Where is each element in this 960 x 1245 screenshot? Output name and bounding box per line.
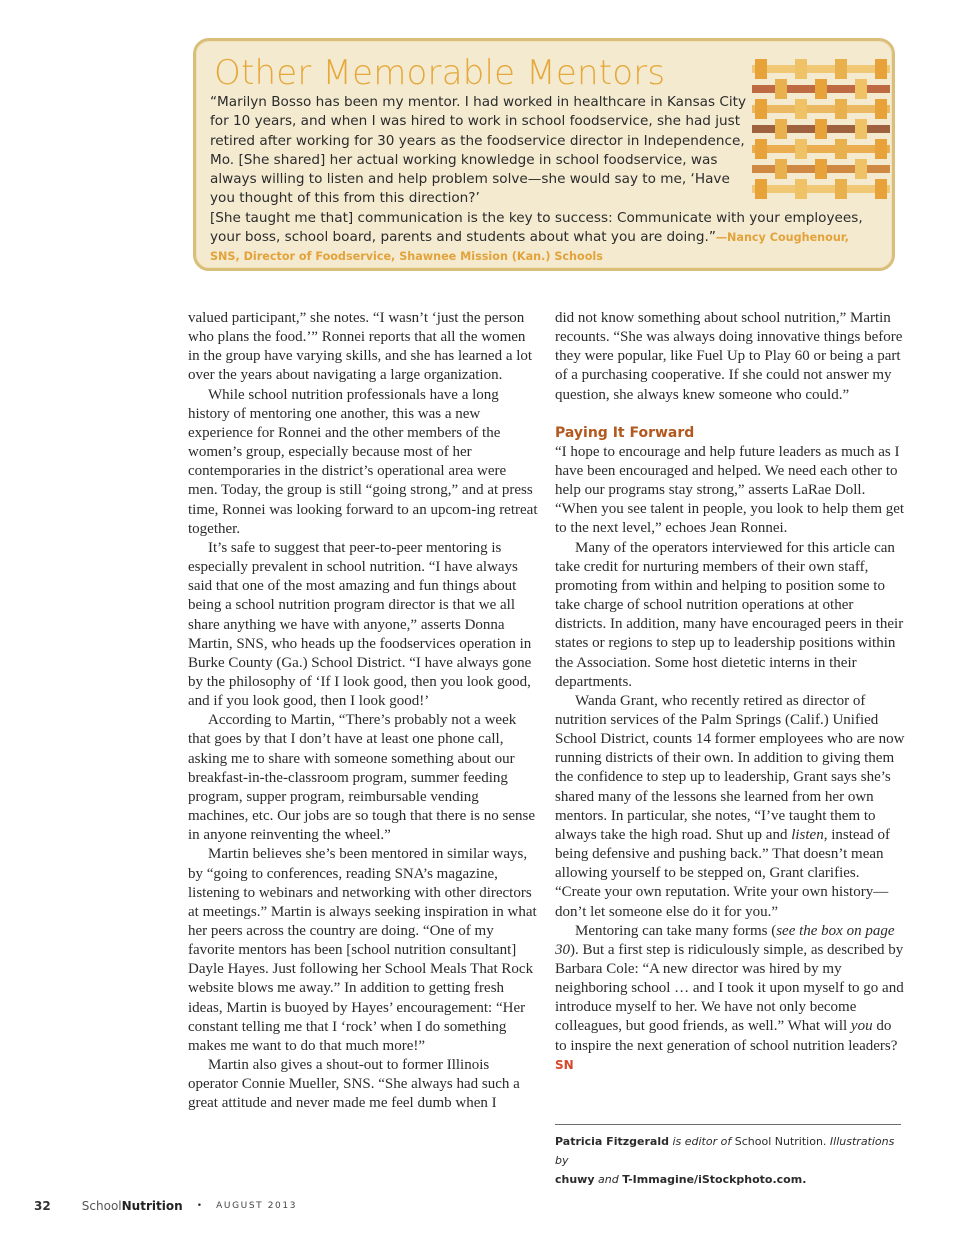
sidebar-quote xyxy=(210,93,870,267)
publication-name: School Nutrition. xyxy=(734,1135,827,1148)
text-run: Wanda Grant, who recently retired as director of nutrition services of the Palm Springs (Calif.) Unified School District, counts 14 former employees who are now running districts of their own. In addition to giving them the confidence to step up to leadership, Grant says she’s shared many of the lessons she learned from her own mentors. In particular, she notes, “I’ve taught them to always take the high road. Shut up and xyxy=(555,692,905,843)
weave-strand xyxy=(875,59,887,79)
magazine-brand xyxy=(82,1198,183,1213)
text-run: do to inspire the next generation of school nutrition leaders? xyxy=(555,1018,898,1054)
page-footer xyxy=(34,1195,297,1211)
weave-strand xyxy=(875,179,887,199)
illustrator-name: T-Immagine/iStockphoto.com. xyxy=(622,1173,807,1186)
article-credits xyxy=(555,1132,905,1189)
paragraph xyxy=(555,692,905,922)
author-name: Patricia Fitzgerald xyxy=(555,1135,669,1148)
weave-strand xyxy=(875,139,887,159)
text-run: ). But a first step is ridiculously simple, as described by Barbara Cole: “A new director was hired by my neighboring school … and I took it upon myself to go and introduce myself to her. We have not only become colleagues, but good friends, as well.” What will xyxy=(555,941,904,1035)
credit-text: Illustrations by xyxy=(555,1135,895,1167)
paragraph: “I hope to encourage and help future leaders as much as I have been encouraged and helped. We need each other to help our programs stay strong,” asserts LaRae Doll. “When you see talent in people, you look to help them get to the next level,” echoes Jean Ronnei. xyxy=(555,443,905,537)
section-subhead: Paying It Forward xyxy=(555,424,695,441)
end-mark: SN xyxy=(555,1057,574,1072)
paragraph: Martin believes she’s been mentored in similar ways, by “going to conferences, reading SNA’s magazine, listening to webinars and networking with other directors at meetings.” Martin is always seeking inspiration in what her peers across the country are doing. “One of my favorite mentors has been [school nutrition consultant] Dayle Hayes. Just following her School Meals That Rock website blows me away.” In addition to getting fresh ideas, Martin is buoyed by Hayes’ encouragement: “Her constant telling me that I ‘rock’ when I do something makes me want to do that much more!” xyxy=(188,846,537,1054)
paragraph xyxy=(555,922,905,1075)
paragraph: According to Martin, “There’s probably not a week that goes by that I don’t have at least one phone call, asking me to share with someone something about our breakfast-in-the-classroom program, summer feeding program, supper program, reimbursable vending machines, etc. Our jobs are so tough that there is no sense in anyone reinventing the wheel.” xyxy=(188,712,535,844)
paragraph: valued participant,” she notes. “I wasn’t ‘just the person who plans the food.’” Ronnei reports that all the women in the group have varying skills, and she has learned a lot over the years about navigating a large organization. xyxy=(188,310,533,384)
right-column xyxy=(555,309,905,1075)
sidebar-box xyxy=(193,38,895,271)
paragraph: Many of the operators interviewed for this article can take credit for nurturing members of their own staff, promoting from within and helping to position some to take charge of school nutrition operations at other districts. In addition, many have encouraged peers in their states or regions to step up to leadership positions within the Association. Some host dietetic interns in their departments. xyxy=(555,539,904,690)
weave-band xyxy=(752,65,890,73)
emphasis: listen xyxy=(791,826,824,843)
text-run: , instead of being defensive and pushing back.” That doesn’t mean allowing yourself to be stepped on, Grant clarifies. “Create your own reputation. Write your own history—don’t let someone else do it for you.” xyxy=(555,826,890,920)
sidebar-quote-part2: [She taught me that] communication is the key to success: Communicate with your employees, your boss, school board, parents and students about what you are doing.” xyxy=(210,209,863,246)
paragraph: Martin also gives a shout-out to former Illinois operator Connie Mueller, SNS. “She always had such a great attitude and never made me feel dumb when I xyxy=(188,1057,520,1112)
left-column xyxy=(188,309,538,1114)
paragraph: While school nutrition professionals have a long history of mentoring one another, this was a new experience for Ronnei and the other members of the women’s group, especially because most of her contemporaries in the district’s operational area were men. Today, the group is still “going strong,” and at press time, Ronnei was looking forward to an upcom-ing retreat together. xyxy=(188,386,538,537)
weave-strand xyxy=(795,59,807,79)
illustrator-name: chuwy xyxy=(555,1173,595,1186)
page-number: 32 xyxy=(34,1198,51,1213)
weave-strand xyxy=(835,59,847,79)
brand-part: School xyxy=(81,1198,122,1213)
separator: • xyxy=(196,1200,203,1211)
weave-strand xyxy=(755,59,767,79)
paragraph: did not know something about school nutrition,” Martin recounts. “She was always doing innovative things before they were popular, like Fuel Up to Play 60 or being a part of a purchasing cooperative. If she could not answer my question, she always knew someone who could.” xyxy=(555,310,903,403)
issue-date: AUGUST 2013 xyxy=(216,1200,298,1211)
sidebar-attribution: —Nancy Coughenour, SNS, Director of Foodservice, Shawnee Mission (Kan.) Schools xyxy=(210,231,849,264)
divider xyxy=(555,1124,901,1125)
credit-text: and xyxy=(598,1173,619,1186)
paragraph: It’s safe to suggest that peer-to-peer mentoring is especially prevalent in school nutrition. “I have always said that one of the most amazing and fun things about being a school nutrition program director is that we all share anything we have with anyone,” asserts Donna Martin, SNS, who heads up the foodservices operation in Burke County (Ga.) School District. “I have always gone by the philosophy of ‘If I look good, then you look good, and if you look good, then I look good!’ xyxy=(188,539,532,710)
text-run: Mentoring can take many forms ( xyxy=(575,922,777,939)
sidebar-title: Other Memorable Mentors xyxy=(214,53,666,93)
credit-text: is editor of xyxy=(672,1135,732,1148)
brand-part: Nutrition xyxy=(121,1198,183,1213)
weave-strand xyxy=(875,99,887,119)
emphasis: see the box on page 30 xyxy=(555,922,895,958)
emphasis: you xyxy=(850,1018,873,1035)
sidebar-quote-part1: “Marilyn Bosso has been my mentor. I had worked in healthcare in Kansas City for 10 years, and when I was hired to work in school foodservice, she had just retired after working for 30 years as the foodservice director in Independence, Mo. [She shared] her actual working knowledge in school foodservice, was always willing to listen and help problem solve—she would say to me, ‘Have you thought of this from this direction?’ xyxy=(210,94,747,207)
